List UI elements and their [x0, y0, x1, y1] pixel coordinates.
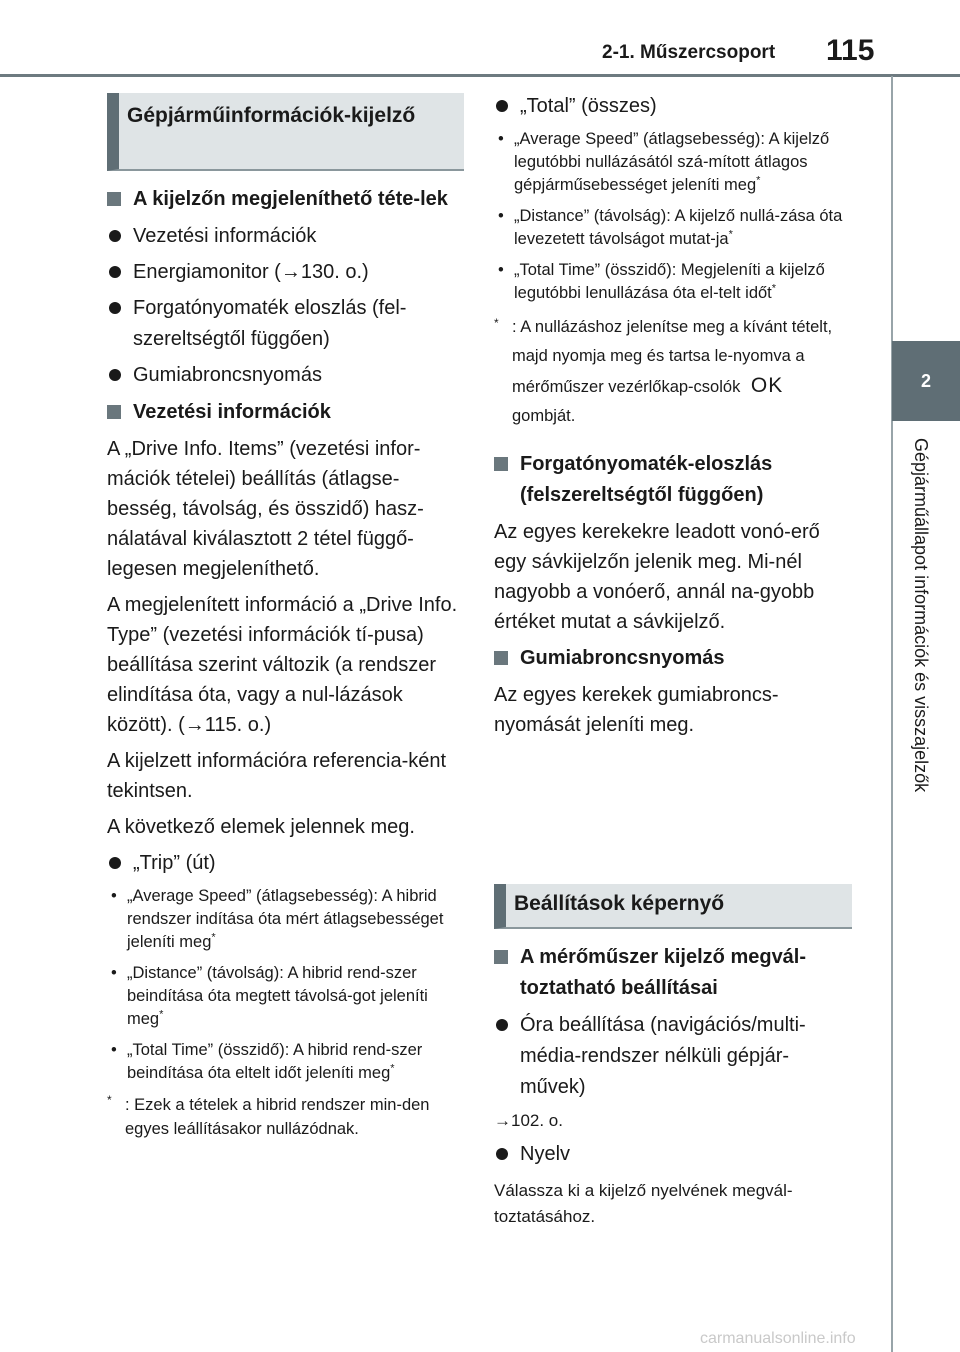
paragraph: A kijelzett információra referencia-ként tekintsen. — [107, 750, 447, 802]
sub-item: • „Distance” (távolság): A hibrid rend-szer beindítása óta megtett távolsá-got jeleníti meg* — [107, 962, 467, 1031]
right-column-lower — [494, 936, 854, 1238]
bullet-item: Energiamonitor (→130. o.) — [107, 257, 467, 288]
paragraph: Az egyes kerekek gumiabroncs-nyomását jeleníti meg. — [494, 684, 779, 736]
heading-tire-pressure: Gumiabroncsnyomás — [494, 643, 854, 674]
heading-meter-settings: A mérőműszer kijelző megvál-toztatható beállításai — [494, 942, 854, 1004]
footnote: * : Ezek a tételek a hibrid rendszer min-den egyes leállításakor nullázódnak. — [107, 1093, 430, 1138]
side-rule — [891, 76, 893, 1352]
bullet-total: „Total” (összes) — [494, 91, 854, 122]
section-title-settings: Beállítások képernyő — [494, 884, 852, 929]
page-number: 115 — [826, 34, 875, 67]
paragraph: Az egyes kerekekre leadott vonó-erő egy sávkijelzőn jelenik meg. Mi-nél nagyobb a vonóerő, annál na-gyobb értéket mutat a sávkijelző. — [494, 521, 820, 633]
sub-item: • „Average Speed” (átlagsebesség): A hibrid rendszer indítása óta mért átlagsebességet jeleníti meg* — [107, 885, 467, 954]
sub-item: • „Total Time” (összidő): A hibrid rend-szer beindítása óta eltelt időt jeleníti meg* — [107, 1039, 467, 1085]
left-column — [107, 178, 467, 1147]
watermark: carmanualsonline.info — [700, 1330, 856, 1347]
footnote-reset: * : A nullázáshoz jelenítse meg a kívánt tételt, majd nyomja meg és tartsa le-nyomva a mérőműszer vezérlőkap-csolók OK gombját. — [494, 316, 833, 425]
sub-item: • „Distance” (távolság): A kijelző nullá-zása óta levezetett távolságot mutat-ja* — [494, 205, 854, 251]
sub-item: • „Average Speed” (átlagsebesség): A kijelző legutóbbi nullázásától szá-mított átlagos gépjárműsebességet jeleníti meg* — [494, 128, 854, 197]
right-column — [494, 86, 854, 746]
chapter-title: 2-1. Műszercsoport — [602, 42, 776, 63]
chapter-side-title: Gépjárműállapot információk és visszajelzők — [911, 438, 931, 793]
bullet-trip: „Trip” (út) — [107, 848, 467, 879]
paragraph: Válassza ki a kijelző nyelvének megvál-toztatásához. — [494, 1181, 793, 1226]
heading-displayable-items: A kijelzőn megjeleníthető téte-lek — [107, 184, 467, 215]
bullet-item: Vezetési információk — [107, 221, 467, 252]
paragraph: A „Drive Info. Items” (vezetési infor-mációk tételei) beállítás (átlagse-besség, távolság, és összidő) hasz-nálatával kiválasztott 2 tétel függő-legesen megjeleníthető. — [107, 438, 424, 580]
bullet-language: Nyelv — [494, 1139, 854, 1170]
chapter-tab: 2 — [892, 341, 960, 421]
page-reference: →102. o. — [494, 1111, 563, 1130]
paragraph: A megjelenített információ a „Drive Info. Type” (vezetési információk tí-pusa) beállítása szerint változik (a rendszer elindítása óta, vagy a nul-lázások között). (→115. o.) — [107, 594, 458, 736]
header-rule — [0, 74, 960, 77]
heading-torque-distribution: Forgatónyomaték-eloszlás (felszereltségtől függően) — [494, 449, 854, 511]
heading-driving-info: Vezetési információk — [107, 397, 467, 428]
bullet-item: Gumiabroncsnyomás — [107, 360, 467, 391]
bullet-clock: Óra beállítása (navigációs/multi-média-rendszer nélküli gépjár-művek) — [494, 1010, 854, 1103]
section-title-vehicle-info: Gépjárműinformációk-kijelző — [107, 93, 464, 171]
ok-button-icon: OK — [750, 374, 784, 397]
sub-item: • „Total Time” (összidő): Megjeleníti a kijelző legutóbbi lenullázása óta el-telt időt* — [494, 259, 854, 305]
paragraph: A következő elemek jelennek meg. — [107, 816, 415, 838]
bullet-item: Forgatónyomaték eloszlás (fel-szereltségtől függően) — [107, 293, 467, 355]
